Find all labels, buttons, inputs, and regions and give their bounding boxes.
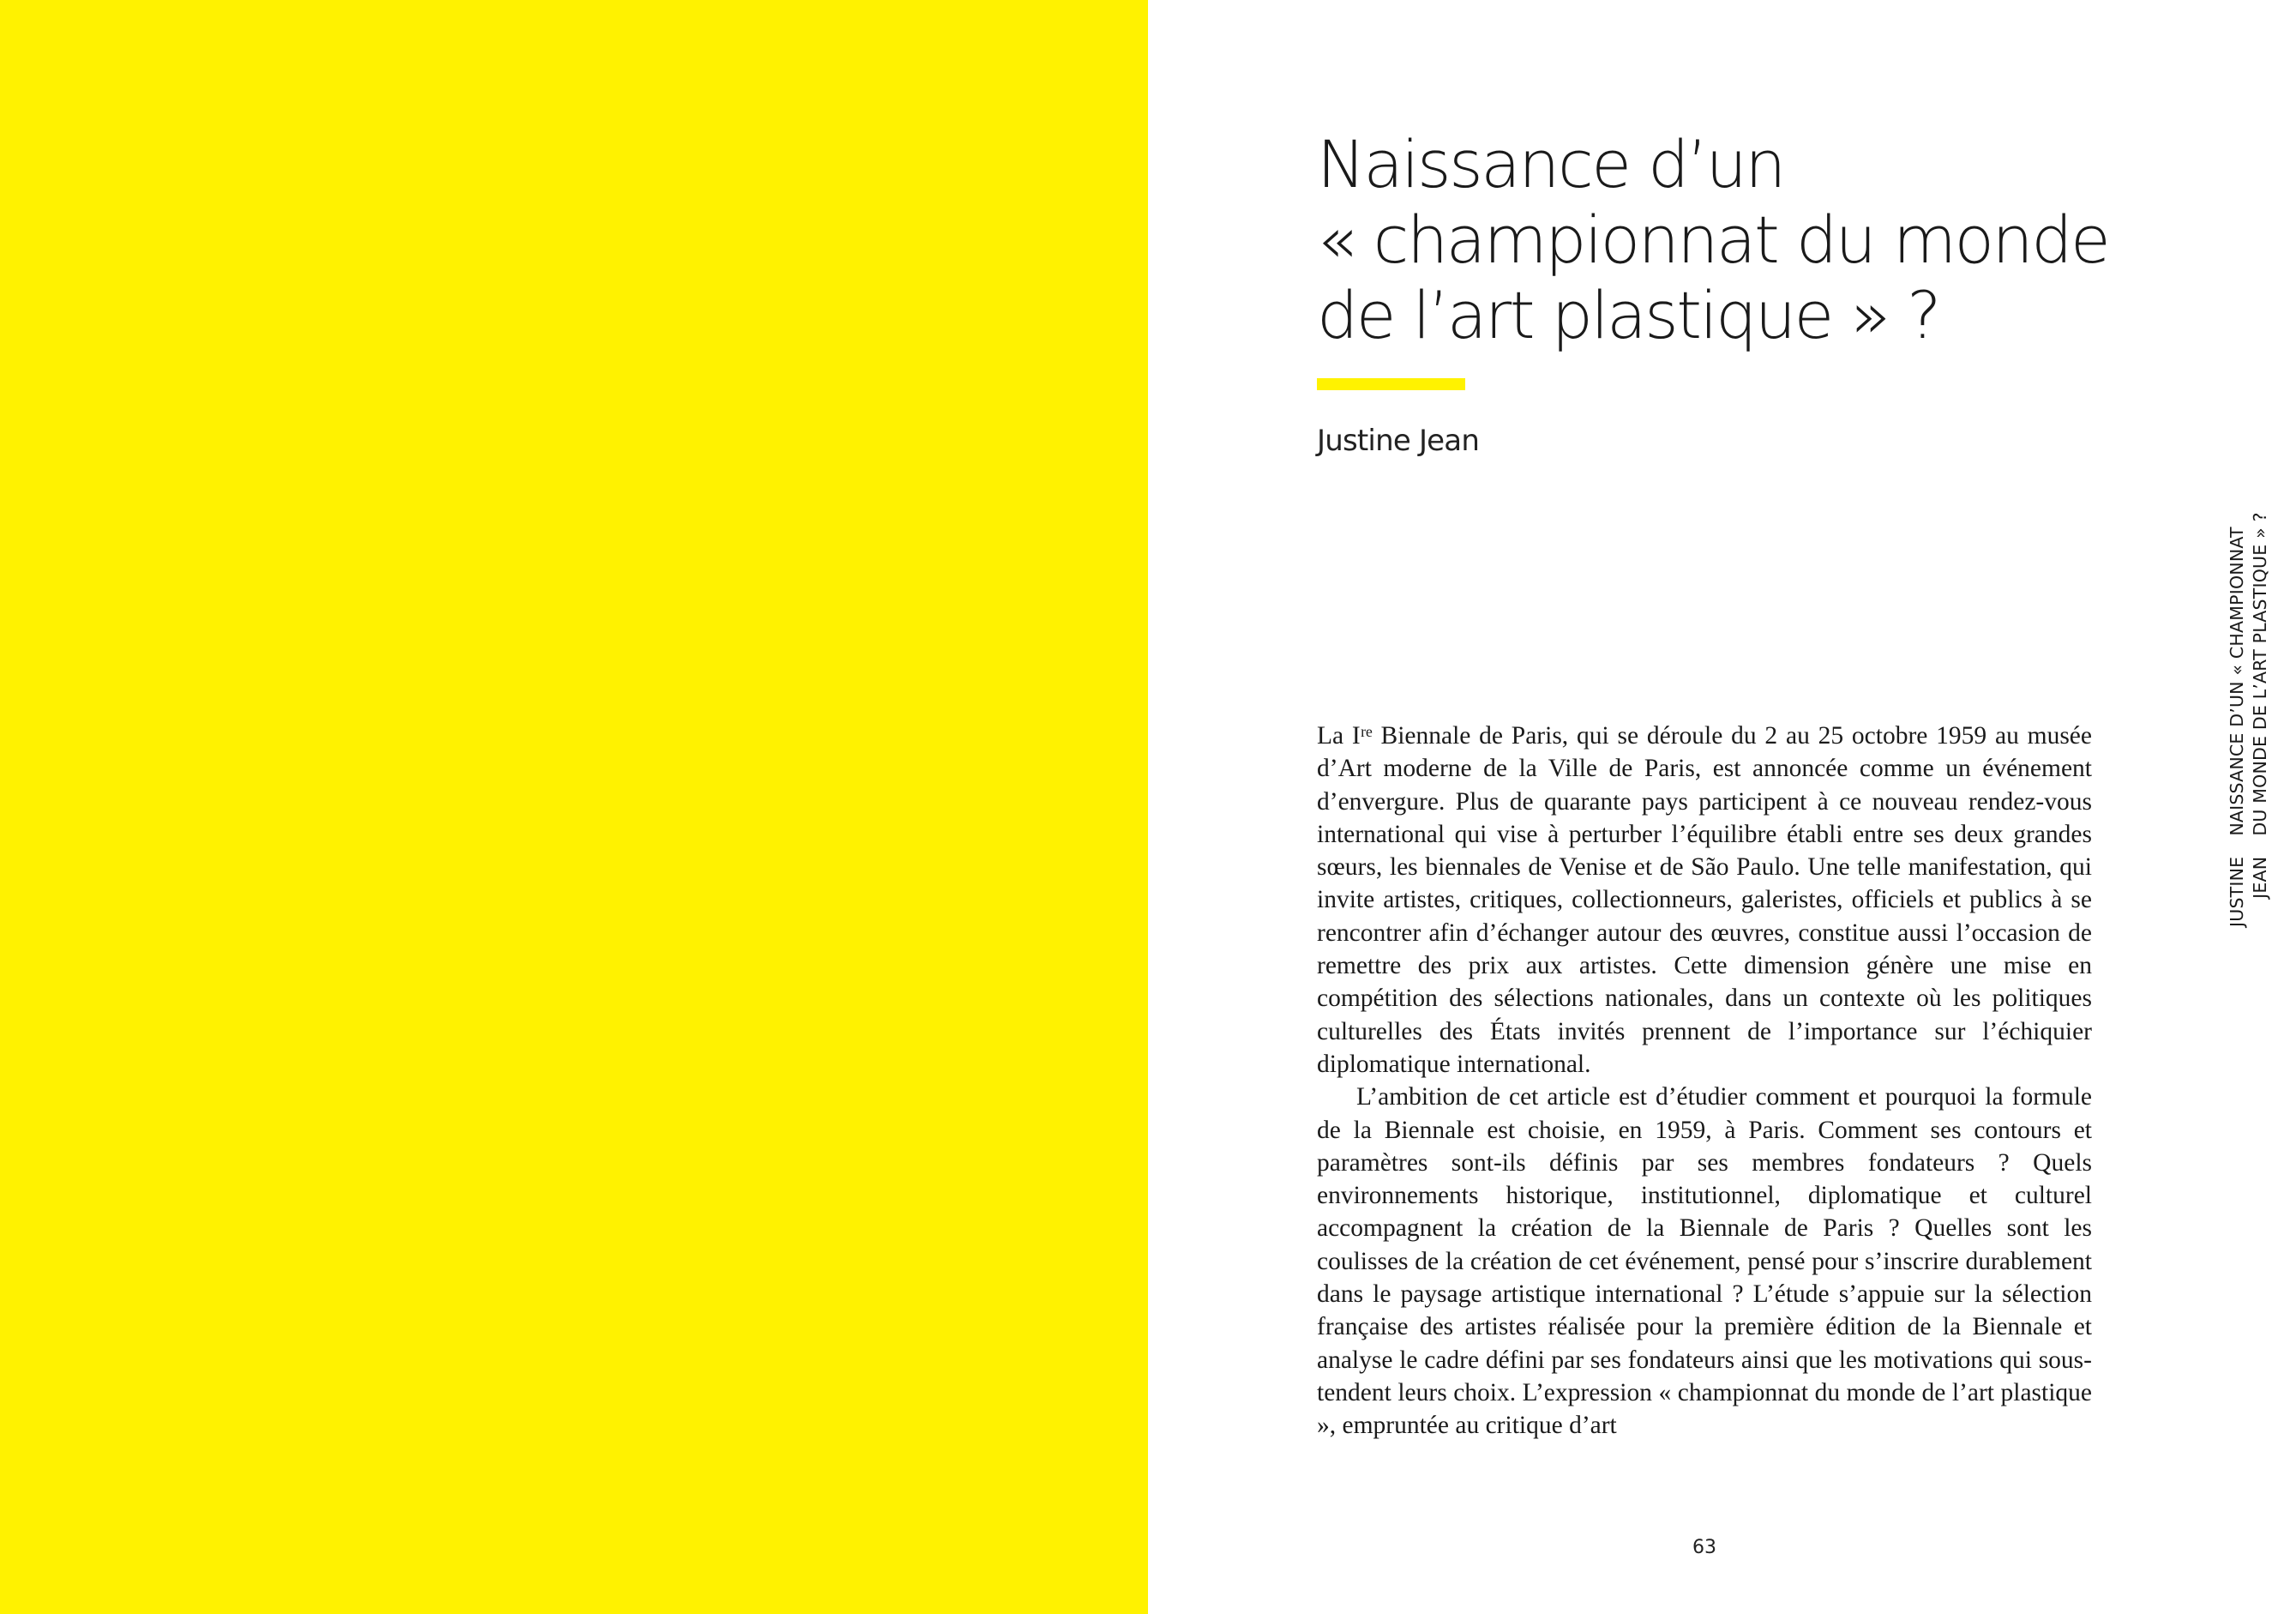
body-paragraph: L’ambition de cet article est d’étudier comment et pourquoi la formule de la Biennale est choisie, en 1959, à Paris. Comment ses contours et paramètres sont-ils définis par ses membres fondateurs ? Quels environnements historique, institutionnel, diplomatique et culturel accompagnent la création de la Biennale de Paris ? Quelles sont les coulisses de la création de cet événement, pensé pour s’inscrire durablement dans le paysage artistique international ? L’étude s’appuie sur la sélection française des artistes réalisée pour la première édition de la Biennale et analyse le cadre défini par ses fondateurs ainsi que les motivations qui sous-tendent leurs choix. L’expression « championnat du monde de l’art plastique », empruntée au critique d’art bbox=[1317, 1083, 2092, 1440]
running-head-title-line: DU MONDE DE L’ART PLASTIQUE » ? bbox=[2250, 512, 2270, 836]
running-head-title bbox=[2226, 512, 2272, 835]
running-head-author bbox=[2226, 857, 2272, 927]
title-line: de l’art plastique » ? bbox=[1317, 277, 1939, 353]
running-head-author-line: JUSTINE bbox=[2227, 856, 2247, 927]
page-number: 63 bbox=[1692, 1537, 1716, 1558]
running-head-author-line: JEAN bbox=[2250, 856, 2270, 899]
running-head-title-line: NAISSANCE D’UN « CHAMPIONNAT bbox=[2227, 527, 2247, 836]
title-accent-rule bbox=[1317, 378, 1465, 390]
title-line: « championnat du monde bbox=[1317, 202, 2109, 278]
article-body bbox=[1317, 720, 2092, 1442]
article-title bbox=[1317, 126, 2109, 353]
title-line: Naissance d’un bbox=[1317, 126, 1784, 202]
body-paragraph: La Iʳᵉ Biennale de Paris, qui se déroule du 2 au 25 octobre 1959 au musée d’Art moderne de la Ville de Paris, est annoncée comme un événement d’envergure. Plus de quarante pays participent à ce nouveau rendez-vous international qui vise à perturber l’équilibre établi entre ses deux grandes sœurs, les biennales de Venise et de São Paulo. Une telle manifestation, qui invite artistes, critiques, collectionneurs, galeristes, officiels et publics à se rencontrer afin d’échanger autour des œuvres, constitue aussi l’occasion de remettre des prix aux artistes. Cette dimension génère une mise en compétition des sélections nationales, dans un contexte où les politiques culturelles des États invités prennent de l’importance sur l’échiquier diplomatique international. bbox=[1317, 722, 2092, 1078]
article-author: Justine Jean bbox=[1317, 424, 1480, 458]
running-head-text bbox=[2226, 512, 2272, 927]
